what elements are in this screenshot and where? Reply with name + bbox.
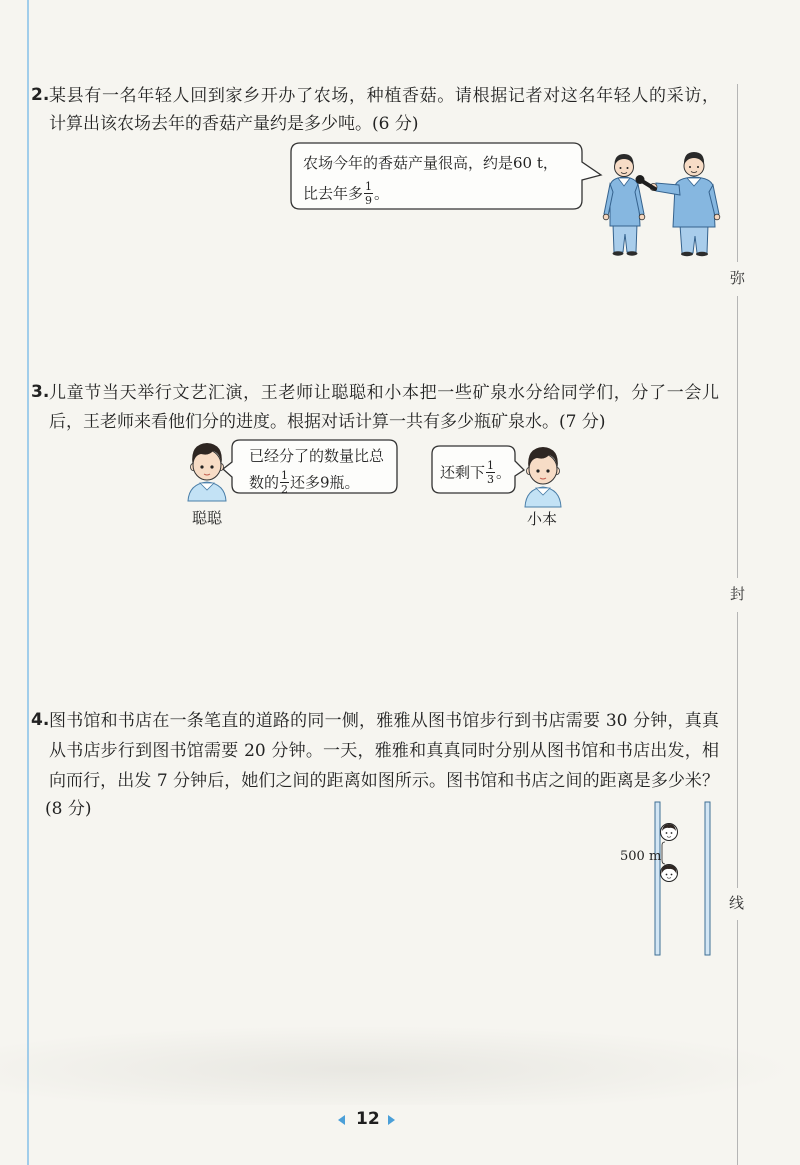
speech-text: 比去年多 [303, 184, 364, 203]
problem-text-line: 图书馆和书店在一条笔直的道路的同一侧，雅雅从图书馆步行到书店需要 30 分钟，真真 [49, 711, 719, 731]
fraction-numerator: 1 [365, 180, 373, 193]
reporter-interview-illustration [603, 152, 720, 256]
distance-label: 500 m [620, 849, 662, 864]
page-number: 12 [356, 1109, 380, 1129]
speech-text: 还多9瓶。 [290, 473, 360, 492]
speech-text-xiaoben [440, 461, 511, 486]
triangle-right-icon [388, 1115, 395, 1125]
fraction [486, 460, 495, 485]
margin-char-xian: 线 [729, 894, 745, 912]
road-right-edge [705, 802, 710, 955]
margin-char-feng: 封 [730, 585, 746, 603]
problem-text-line: 后，王老师来看他们分的进度。根据对话计算一共有多少瓶矿泉水。(7 分) [49, 412, 606, 432]
problem-text-line: 儿童节当天举行文艺汇演，王老师让聪聪和小本把一些矿泉水分给同学们，分了一会儿 [49, 383, 719, 403]
speech-text: 还剩下 [440, 463, 486, 482]
boy-avatar-icon-congcong [188, 443, 226, 501]
reporter-figure [650, 152, 720, 256]
fraction [280, 470, 289, 495]
margin-char-mi: 弥 [730, 269, 746, 287]
problem-number: 4. [31, 710, 50, 730]
fraction-numerator: 1 [281, 469, 289, 482]
speech-text: 。 [496, 463, 512, 482]
problem-text-line: (8 分) [45, 799, 92, 819]
girl-marker-icon-bottom [661, 865, 678, 882]
speech-line [249, 471, 360, 496]
speech-text: 。 [374, 184, 390, 203]
boy-avatar-icon-xiaoben [525, 447, 561, 507]
girl-marker-icon-top [661, 824, 678, 841]
speech-line: 农场今年的香菇产量很高，约是60 t， [303, 154, 558, 172]
road-diagram [655, 802, 710, 955]
distance-bracket [662, 842, 665, 864]
problem-text-line: 计算出该农场去年的香菇产量约是多少吨。(6 分) [49, 114, 419, 134]
speech-line [303, 182, 389, 207]
character-name-congcong: 聪聪 [192, 509, 223, 527]
fraction-denominator: 9 [365, 194, 373, 207]
page-number-footer [336, 1110, 396, 1130]
problem-number: 2. [31, 85, 50, 105]
fraction [364, 181, 373, 206]
speech-line: 已经分了的数量比总 [249, 447, 385, 465]
problem-text-line: 向而行，出发 7 分钟后，她们之间的距离如图所示。图书馆和书店之间的距离是多少米？ [49, 771, 719, 791]
speech-text: 数的 [249, 473, 280, 492]
problem-text-line: 从书店步行到图书馆需要 20 分钟。一天，雅雅和真真同时分别从图书馆和书店出发，相 [49, 741, 719, 761]
problem-number: 3. [31, 382, 50, 402]
farmer-figure [603, 154, 645, 256]
fraction-denominator: 3 [487, 473, 495, 486]
fraction-numerator: 1 [487, 459, 495, 472]
problem-text-line: 某县有一名年轻人回到家乡开办了农场，种植香菇。请根据记者对这名年轻人的采访， [49, 86, 719, 106]
character-name-xiaoben: 小本 [527, 510, 558, 528]
fraction-denominator: 2 [281, 483, 289, 496]
triangle-left-icon [338, 1115, 345, 1125]
road-left-edge [655, 802, 660, 955]
